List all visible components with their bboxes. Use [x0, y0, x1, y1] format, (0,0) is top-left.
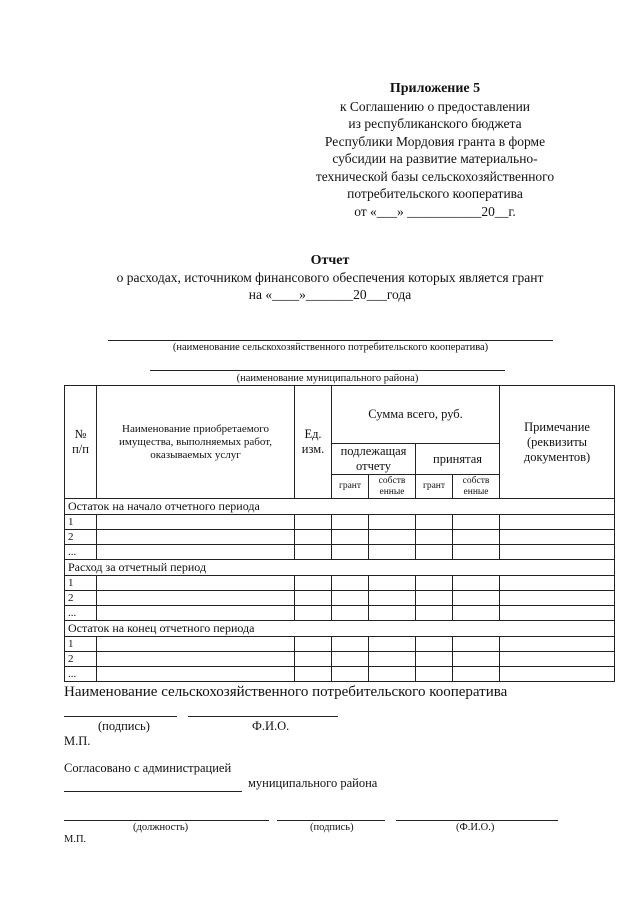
- section-title: Расход за отчетный период: [65, 560, 615, 576]
- report-date: на «____»_______20___года: [248, 287, 412, 302]
- appendix-line: потребительского кооператива: [347, 186, 523, 201]
- header-num: № п/п: [65, 386, 97, 499]
- appendix-line: Республики Мордовия гранта в форме: [324, 133, 546, 149]
- header-own-accepted: собств енные: [453, 475, 500, 499]
- appendix-header: [270, 80, 600, 220]
- appendix-line: технической базы сельскохозяйственного: [315, 168, 555, 184]
- cooperative-name-line: [108, 340, 553, 341]
- district-label: муниципального района: [248, 776, 378, 790]
- row-number: 2: [65, 591, 97, 606]
- agreed-label: Согласовано с администрацией: [64, 761, 232, 775]
- district-caption: (наименование муниципального района): [236, 373, 419, 384]
- cooperative-name-label: Наименование сельскохозяйственного потребительского кооператива: [64, 684, 508, 700]
- header-unit: Ед. изм.: [295, 386, 332, 499]
- section-title: Остаток на начало отчетного периода: [65, 499, 615, 515]
- header-own-due: собств енные: [369, 475, 416, 499]
- row-number: 1: [65, 515, 97, 530]
- header-accepted: принятая: [416, 444, 500, 475]
- signature-caption: (подпись): [98, 719, 150, 733]
- row-number: 1: [65, 576, 97, 591]
- report-table: [64, 385, 615, 682]
- report-subtitle: о расходах, источником финансового обеспечения которых является грант: [116, 270, 544, 285]
- district-name-line: [150, 370, 505, 371]
- administration-line: [64, 791, 242, 792]
- position-caption: (должность): [133, 822, 189, 833]
- header-name: Наименование приобретаемого имущества, выполняемых работ, оказываемых услуг: [97, 386, 295, 499]
- signature-line-2: [277, 820, 385, 821]
- cooperative-caption: (наименование сельскохозяйственного потребительского кооператива): [172, 342, 489, 353]
- row-number: ...: [65, 667, 97, 682]
- header-grant-due: грант: [332, 475, 369, 499]
- report-title: Отчет: [310, 253, 350, 268]
- stamp-place: М.П.: [64, 734, 91, 748]
- row-number: ...: [65, 545, 97, 560]
- row-number: 2: [65, 652, 97, 667]
- section-title: Остаток на конец отчетного периода: [65, 621, 615, 637]
- header-note: Примечание (реквизиты документов): [500, 386, 615, 499]
- appendix-line: из республиканского бюджета: [348, 116, 522, 131]
- fio-line-2: [396, 820, 558, 821]
- signature-caption-2: (подпись): [310, 822, 354, 833]
- appendix-number: Приложение 5: [389, 81, 481, 96]
- appendix-line: субсидии на развитие материально-: [332, 151, 538, 166]
- position-line: [64, 820, 269, 821]
- row-number: ...: [65, 606, 97, 621]
- appendix-line: к Соглашению о предоставлении: [339, 98, 531, 114]
- signature-line: [64, 716, 177, 717]
- header-grant-accepted: грант: [416, 475, 453, 499]
- header-sum: Сумма всего, руб.: [332, 386, 500, 444]
- header-due: подлежащая отчету: [332, 444, 416, 475]
- row-number: 1: [65, 637, 97, 652]
- fio-caption: Ф.И.О.: [252, 719, 290, 733]
- fio-line: [188, 716, 338, 717]
- fio-caption-2: (Ф.И.О.): [456, 822, 495, 833]
- stamp-place-2: М.П.: [64, 834, 87, 845]
- row-number: 2: [65, 530, 97, 545]
- appendix-date: от «___» ___________20__г.: [354, 203, 516, 219]
